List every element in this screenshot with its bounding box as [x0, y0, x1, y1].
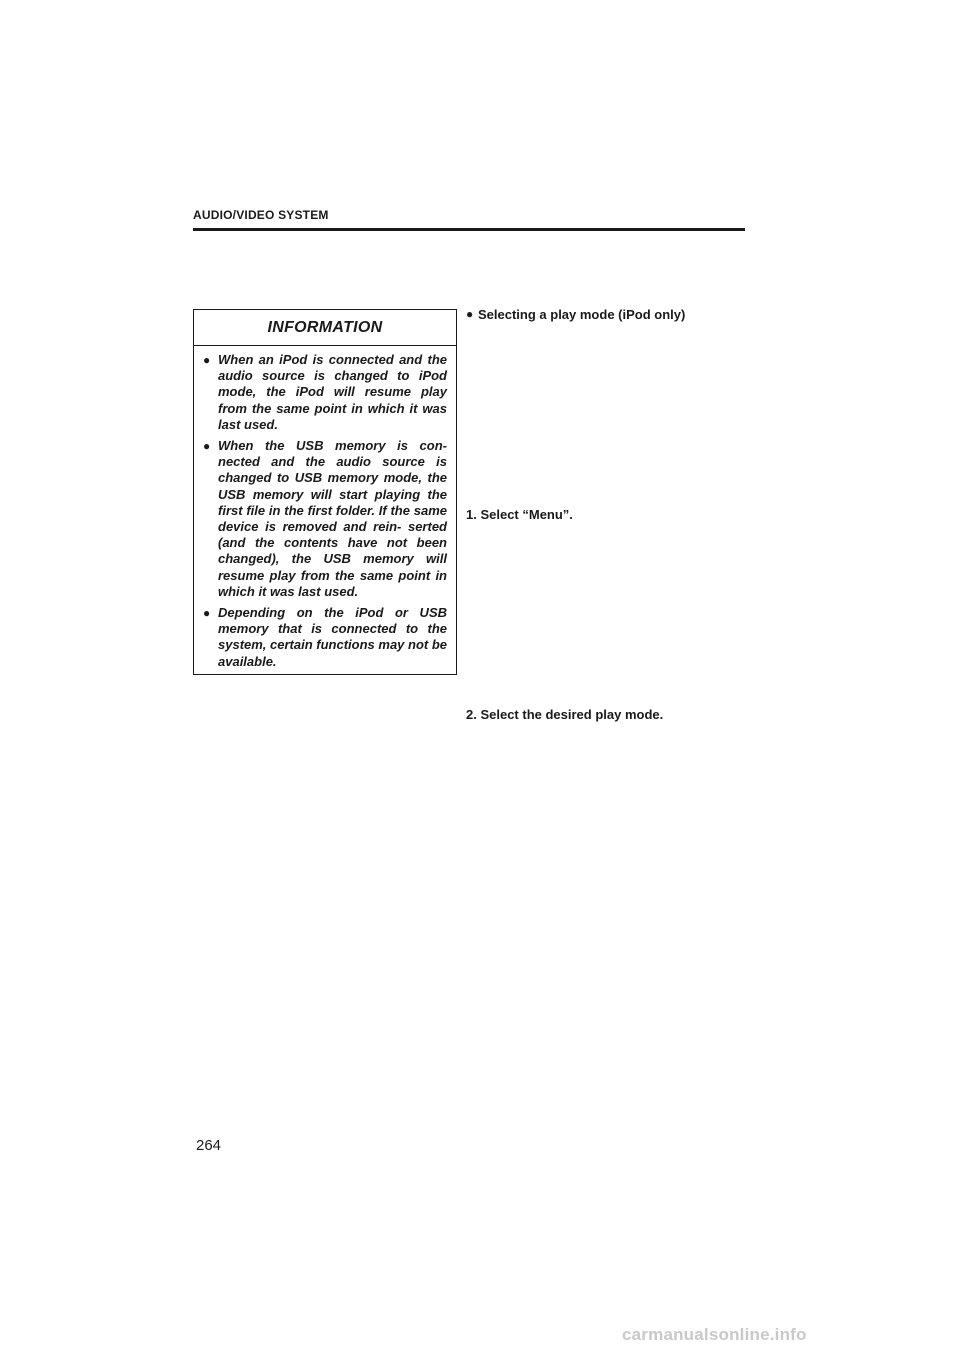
bullet-icon: ● [203, 353, 211, 367]
information-list [194, 346, 456, 670]
step-1: 1. Select “Menu”. [466, 507, 573, 522]
step-2: 2. Select the desired play mode. [466, 707, 664, 722]
information-item [203, 605, 447, 670]
bullet-icon: ● [203, 606, 211, 621]
subheading-text: Selecting a play mode (iPod only) [478, 307, 686, 322]
watermark: carmanualsonline.info [622, 1325, 807, 1344]
header-rule [193, 228, 745, 231]
bullet-icon: ● [466, 307, 474, 321]
bullet-icon: ● [203, 439, 211, 454]
section-header: AUDIO/VIDEO SYSTEM [193, 208, 329, 222]
information-item [203, 352, 447, 433]
information-box [193, 309, 457, 675]
play-mode-subheading [466, 307, 758, 322]
page-number: 264 [196, 1137, 222, 1154]
information-item-text: When the USB memory is con- nected and the audio source is changed to USB memory mode, the USB memory will start playing the first file in the first folder. If the same device is removed and rein- serted (and the contents have not been changed), the USB memory will resume play from the same point in which it was last used. [218, 438, 447, 599]
information-item-text: Depending on the iPod or USB memory that is connected to the system, certain functions may not be available. [218, 605, 448, 669]
information-item-text: When an iPod is connected and the audio source is changed to iPod mode, the iPod will resume play from the same point in which it was last used. [218, 352, 447, 432]
information-title: INFORMATION [194, 310, 456, 346]
information-item [203, 438, 447, 600]
